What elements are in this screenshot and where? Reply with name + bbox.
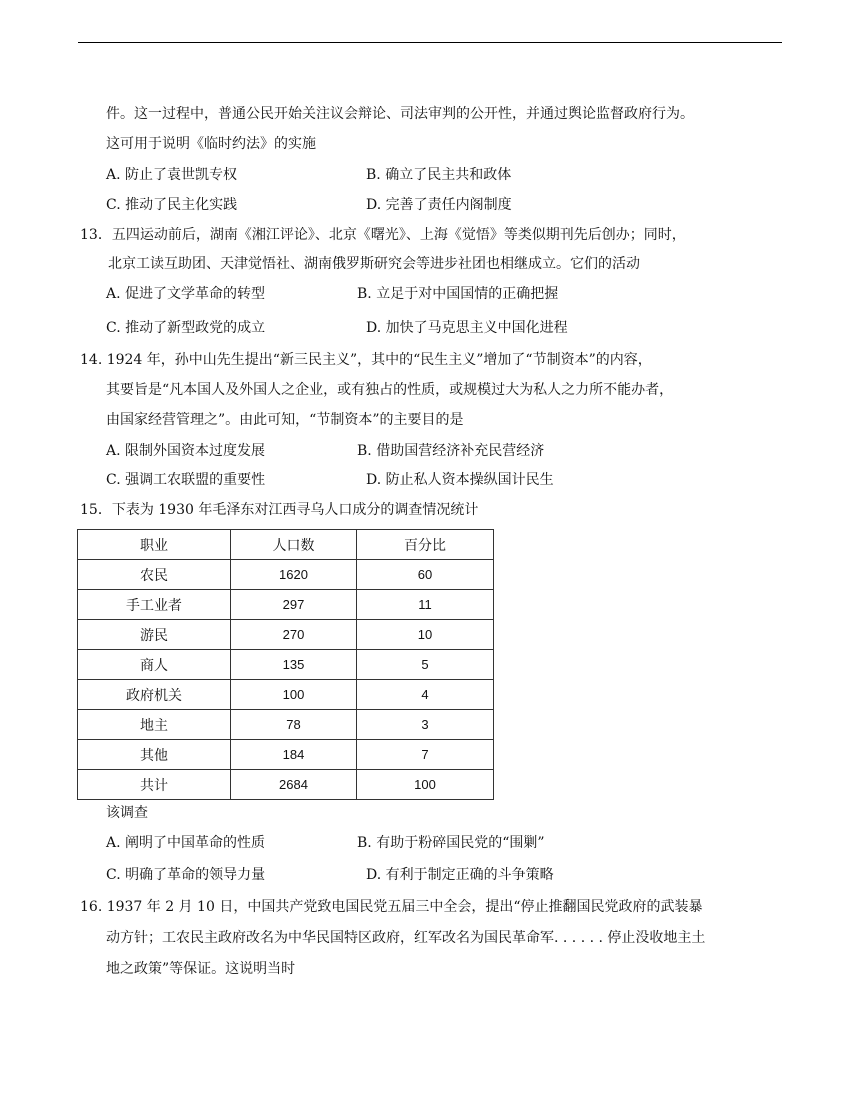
table-cell-occupation: 地主 xyxy=(78,710,231,740)
q12-option-c: C. 推动了民主化实践 xyxy=(106,197,238,213)
q13-option-b: B. 立足于对中国国情的正确把握 xyxy=(357,286,559,302)
table-cell-percent: 5 xyxy=(357,650,494,680)
q15-option-d: D. 有利于制定正确的斗争策略 xyxy=(366,867,554,883)
q15-stem-line1: 15．下表为 1930 年毛泽东对江西寻乌人口成分的调查情况统计 xyxy=(80,502,479,518)
table-cell-occupation: 政府机关 xyxy=(78,680,231,710)
table-cell-occupation: 农民 xyxy=(78,560,231,590)
table-header-cell: 百分比 xyxy=(357,530,494,560)
table-cell-population: 100 xyxy=(231,680,357,710)
header-rule xyxy=(78,42,782,43)
table-row xyxy=(78,740,494,770)
table-cell-population: 184 xyxy=(231,740,357,770)
q12-option-a: A. 防止了袁世凯专权 xyxy=(106,167,238,183)
q14-stem-line3: 由国家经营管理之”。由此可知，“节制资本”的主要目的是 xyxy=(106,412,464,428)
q13-option-a: A. 促进了文学革命的转型 xyxy=(106,286,266,302)
table-row xyxy=(78,560,494,590)
q14-option-a: A. 限制外国资本过度发展 xyxy=(106,443,266,459)
table-header-row xyxy=(78,530,494,560)
table-row xyxy=(78,620,494,650)
table-header-cell: 人口数 xyxy=(231,530,357,560)
table-cell-population: 2684 xyxy=(231,770,357,800)
table-cell-occupation: 共计 xyxy=(78,770,231,800)
table-cell-population: 270 xyxy=(231,620,357,650)
table-row-total xyxy=(78,770,494,800)
q14-option-d: D. 防止私人资本操纵国计民生 xyxy=(366,472,554,488)
q14-option-b: B. 借助国营经济补充民营经济 xyxy=(357,443,545,459)
q15-option-a: A. 阐明了中国革命的性质 xyxy=(106,835,266,851)
table-cell-population: 297 xyxy=(231,590,357,620)
table-header-cell: 职业 xyxy=(78,530,231,560)
table-row xyxy=(78,590,494,620)
q14-stem-line1: 14. 1924 年，孙中山先生提出“新三民主义”，其中的“民生主义”增加了“节制资本”的内容， xyxy=(80,352,652,368)
table-cell-percent: 3 xyxy=(357,710,494,740)
q16-stem-line1: 16. 1937 年 2 月 10 日，中国共产党致电国民党五届三中全会，提出“停止推翻国民党政府的武装暴 xyxy=(80,899,703,915)
q12-option-b: B. 确立了民主共和政体 xyxy=(366,167,512,183)
table-cell-occupation: 商人 xyxy=(78,650,231,680)
q16-stem-line2: 动方针；工农民主政府改名为中华民国特区政府，红军改名为国民革命军. . . . . . 停止没收地主土 xyxy=(106,930,706,946)
q12-stem-end: 这可用于说明《临时约法》的实施 xyxy=(106,136,316,152)
q14-option-c: C. 强调工农联盟的重要性 xyxy=(106,472,266,488)
table-row xyxy=(78,710,494,740)
q13-stem-line2: 北京工读互助团、天津觉悟社、湖南俄罗斯研究会等进步社团也相继成立。它们的活动 xyxy=(108,256,640,272)
table-cell-occupation: 手工业者 xyxy=(78,590,231,620)
table-cell-population: 1620 xyxy=(231,560,357,590)
table-row xyxy=(78,680,494,710)
table-cell-population: 135 xyxy=(231,650,357,680)
q13-stem-line1: 13．五四运动前后，湖南《湘江评论》、北京《曙光》、上海《觉悟》等类似期刊先后创办；同时， xyxy=(80,227,686,243)
q15-option-c: C. 明确了革命的领导力量 xyxy=(106,867,266,883)
q13-option-d: D. 加快了马克思主义中国化进程 xyxy=(366,320,568,336)
population-survey-table xyxy=(77,529,494,800)
table-cell-percent: 100 xyxy=(357,770,494,800)
table-cell-percent: 7 xyxy=(357,740,494,770)
table-cell-percent: 4 xyxy=(357,680,494,710)
q15-option-b: B. 有助于粉碎国民党的“围剿” xyxy=(357,835,545,851)
q15-stem-after-table: 该调查 xyxy=(106,805,148,821)
table-cell-population: 78 xyxy=(231,710,357,740)
q12-continuation-line: 件。这一过程中，普通公民开始关注议会辩论、司法审判的公开性，并通过舆论监督政府行为。 xyxy=(106,106,694,122)
table-cell-occupation: 游民 xyxy=(78,620,231,650)
q12-option-d: D. 完善了责任内阁制度 xyxy=(366,197,512,213)
table-cell-occupation: 其他 xyxy=(78,740,231,770)
table-cell-percent: 10 xyxy=(357,620,494,650)
table-cell-percent: 60 xyxy=(357,560,494,590)
q13-option-c: C. 推动了新型政党的成立 xyxy=(106,320,266,336)
table-row xyxy=(78,650,494,680)
q14-stem-line2: 其要旨是“凡本国人及外国人之企业，或有独占的性质，或规模过大为私人之力所不能办者， xyxy=(106,382,674,398)
q16-stem-line3: 地之政策”等保证。这说明当时 xyxy=(106,961,296,977)
table-cell-percent: 11 xyxy=(357,590,494,620)
